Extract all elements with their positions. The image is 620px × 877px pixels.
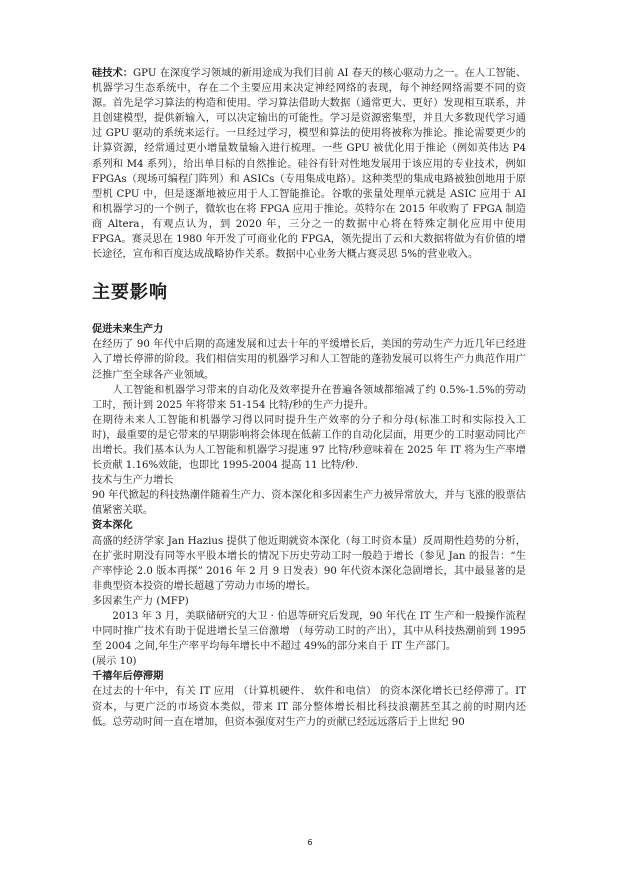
productivity-paragraph-3: 在期待未来人工智能和机器学习得以同时提升生产效率的分子和分母(标准工时和实际投入工时)，最重要的是它带来的早期影响将会体现在低薪工作的自动化层面，用更少的工时驱动同比产出增长。我们基本认为人工智能和机器学习提速 97 比特/秒意味着在 2025 年 IT 将为生产率增长贡献 1.16%效能，也即比 1995-2004 提高 11 比特/秒. [92, 414, 526, 472]
productivity-paragraph-4: 90 年代掀起的科技热潮伴随着生产力、资本深化和多因素生产力被异常放大，并与飞涨的股票估值紧密关联。 [92, 490, 526, 517]
productivity-paragraph-1: 在经历了 90 年代中后期的高速发展和过去十年的平缓增长后，美国的劳动生产力近几年已经进入了增长停滞的阶段。我们相信实用的机器学习和人工智能的蓬勃发展可以将生产力典范作用广泛推广至全球各产业领域。 [92, 339, 526, 381]
exhibit-note: (展示 10) [92, 656, 137, 668]
page-number: 6 [307, 838, 313, 847]
capital-paragraph-2: 2013 年 3 月，美联储研究的大卫 · 伯恩等研究后发现，90 年代在 IT 生产和一般操作流程中同时推广技术有助于促进增长呈三倍激增 （每劳动工时的产出），其中从科技热潮前到 1995 至 2004 之间,年生产率平均每年增长中不超过 49%的部分来自于 IT 生产部门。 [92, 611, 526, 653]
capital-heading: 资本深化 [92, 519, 133, 532]
intro-lead: 硅技术： [92, 67, 133, 79]
stagnation-paragraph-1: 在过去的十年中，有关 IT 应用 （计算机硬件、 软件和电信） 的资本深化增长已经停滞了。IT 资本，与更广泛的市场资本类似，带来 IT 部分整体增长相比科技浪潮甚至其之前的时期内还低。总劳动时间一直在增加，但资本强度对生产力的贡献已经远远落后于上世纪 90 [92, 686, 526, 728]
intro-text: GPU 在深度学习领域的新用途成为我们目前 AI 春天的核心驱动力之一。在人工智能、机器学习生态系统中，存在二个主要应用来决定神经网络的表现，每个神经网络需要不同的资源。首先是学习算法的构造和使用。学习算法借助大数据（通常更大、更好）发现相互联系，并且创建模型，提供新输入，可以决定输出的可能性。学习是资源密集型，并且大多数现代学习通过 GPU 驱动的系统来运行。一旦经过学习，模型和算法的使用将被称为推论。推论需要更少的计算资源，经常通过更小增量数量输入进行梳理。一些 GPU 被优化用于推论（例如英伟达 P4 系列和 M4 系列），给出单目标的自然推论。硅谷有针对性地发展用于该应用的专业技术，例如 FPGAs（现场可编程门阵列）和 ASICs（专用集成电路）。这种类型的集成电路被独创地用于原型机 CPU 中，但是逐渐地被应用于人工智能推论。谷歌的张量处理单元就是 ASIC 应用于 AI 和机器学习的一个例子，微软也在将 FPGA 应用于推论。英特尔在 2015 年收购了 FPGA 制造商 Altera，有观点认为，到 2020 年，三分之一的数据中心将在特殊定制化应用中使用 FPGA。赛灵思在 1980 年开发了可商业化的 FPGA，领先提出了云和大数据将做为有价值的增长途径，宣布和百度达成战略协作关系。数据中心业务大概占赛灵思 5%的营业收入。 [92, 68, 527, 261]
tech-productivity-subheading: 技术与生产力增长 [92, 475, 174, 487]
productivity-paragraph-2: 人工智能和机器学习带来的自动化及效率提升在普遍各领域都缩减了约 0.5%-1.5%的劳动工时，预计到 2025 年将带来 51-154 比特/秒的生产力提升。 [92, 384, 526, 411]
section-title: 主要影响 [92, 282, 168, 304]
capital-paragraph-1: 高盛的经济学家 Jan Hazius 提供了他近期就资本深化（每工时资本量）反周期性趋势的分析，在扩张时期没有同等水平股本增长的情况下历史劳动工时一般趋于增长（参见 Jan 的报告：“生产率悖论 2.0 版本再探” 2016 年 2 月 9 日发表）90 年代资本深化急剧增长，其中最显著的是非典型资本投资的增长超越了劳动力市场的增长。 [92, 535, 526, 592]
productivity-heading: 促进未来生产力 [92, 323, 164, 336]
intro-paragraph [92, 66, 526, 262]
page-content [92, 66, 526, 730]
mfp-subheading: 多因素生产力 (MFP) [92, 595, 189, 607]
stagnation-heading: 千禧年后停滞期 [92, 670, 164, 683]
